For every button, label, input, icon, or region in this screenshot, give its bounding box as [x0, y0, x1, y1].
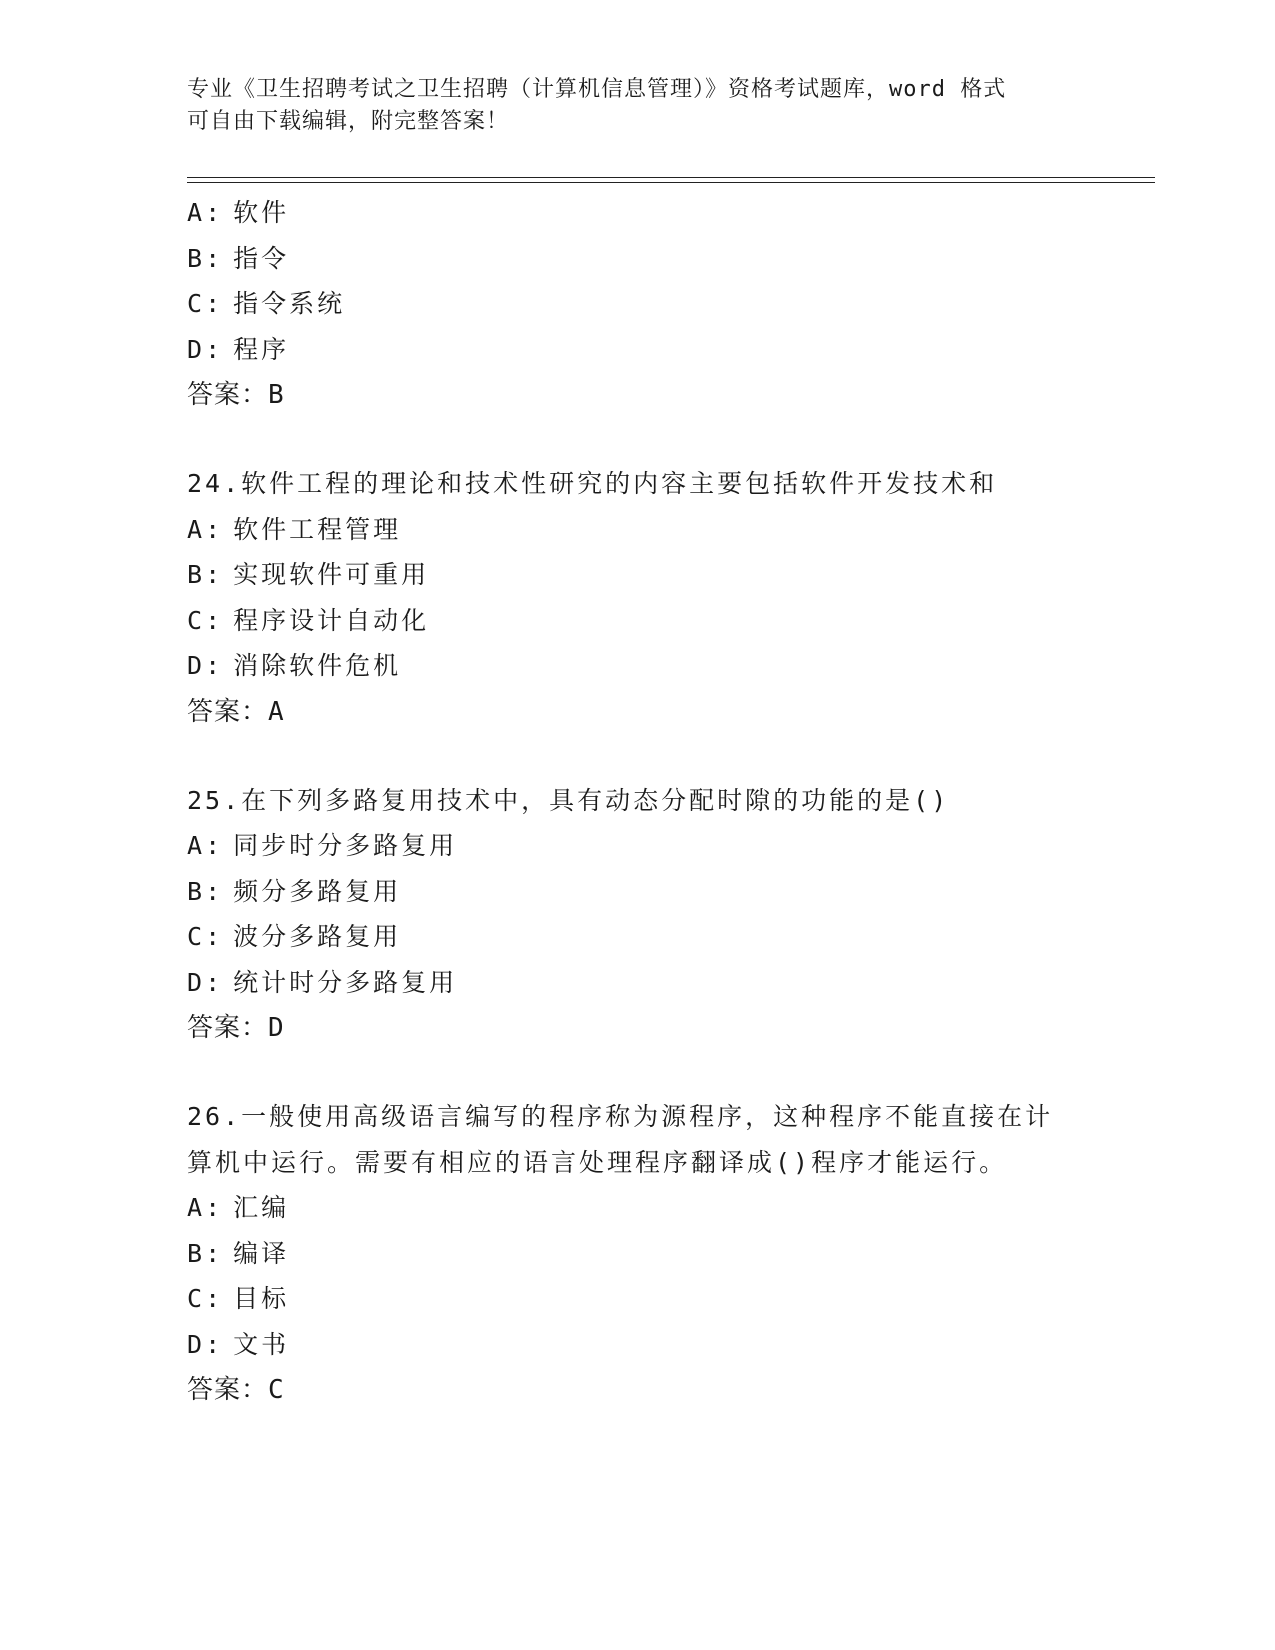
- option-d: D: 统计时分多路复用: [187, 967, 458, 997]
- answer-line: 答案：D: [187, 1013, 285, 1043]
- option-a: A: 汇编: [187, 1193, 290, 1222]
- question-25: [187, 778, 1087, 1052]
- option-a: A: 软件: [187, 198, 290, 227]
- answer-line: 答案：C: [187, 1375, 285, 1405]
- option-c: C: 目标: [187, 1284, 290, 1313]
- question-23: [187, 190, 1087, 418]
- option-d: D: 文书: [187, 1329, 290, 1359]
- option-d: D: 程序: [187, 334, 290, 364]
- option-b: B: 频分多路复用: [187, 876, 402, 906]
- option-c: C: 指令系统: [187, 289, 346, 318]
- option-c: C: 波分多路复用: [187, 922, 402, 951]
- question-text: 26.一般使用高级语言编写的程序称为源程序，这种程序不能直接在计算机中运行。需要有相应的语言处理程序翻译成()程序才能运行。: [187, 1102, 1054, 1177]
- answer-line: 答案：A: [187, 696, 285, 727]
- question-text: 25.在下列多路复用技术中，具有动态分配时隙的功能的是(): [187, 785, 950, 815]
- header-line-1: 专业《卫生招聘考试之卫生招聘（计算机信息管理）》资格考试题库，word 格式: [187, 77, 1007, 102]
- question-26: [187, 1094, 1087, 1413]
- header-line-2: 可自由下载编辑，附完整答案！: [187, 109, 510, 134]
- option-d: D: 消除软件危机: [187, 651, 402, 680]
- question-list: [187, 190, 1087, 1413]
- question-text: 24.软件工程的理论和技术性研究的内容主要包括软件开发技术和: [187, 469, 998, 498]
- option-b: B: 指令: [187, 243, 290, 273]
- header-rule-bottom: [187, 182, 1155, 183]
- option-a: A: 软件工程管理: [187, 514, 402, 544]
- question-24: [187, 461, 1087, 735]
- option-c: C: 程序设计自动化: [187, 605, 430, 635]
- option-b: B: 实现软件可重用: [187, 560, 430, 589]
- option-b: B: 编译: [187, 1238, 290, 1268]
- option-a: A: 同步时分多路复用: [187, 831, 458, 860]
- document-header: [187, 74, 1067, 138]
- answer-line: 答案：B: [187, 380, 285, 410]
- header-rule-top: [187, 177, 1155, 178]
